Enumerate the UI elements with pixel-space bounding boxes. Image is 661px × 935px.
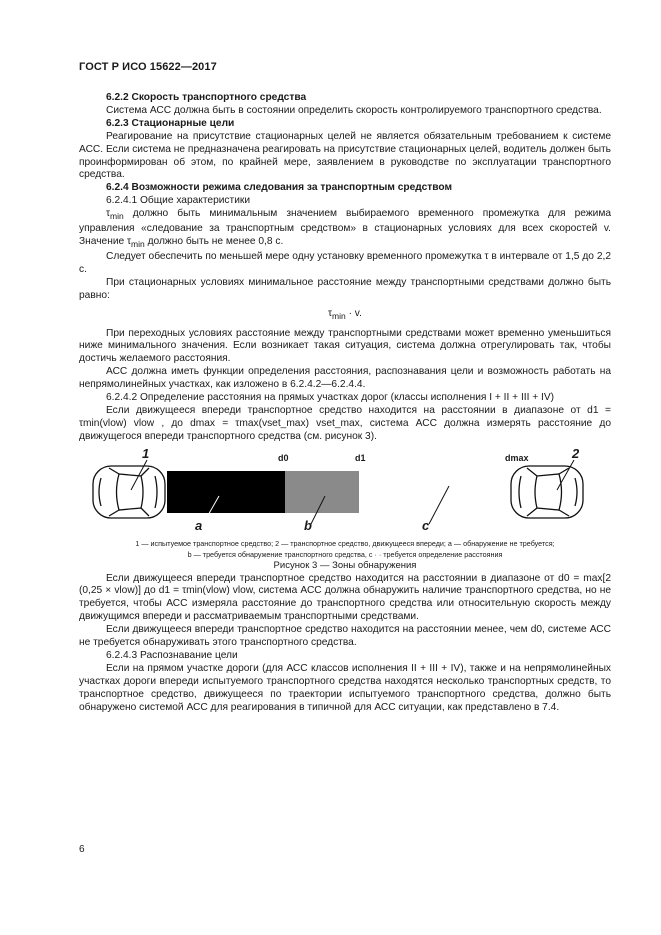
paragraph: Если движущееся впереди транспортное средство находится на расстоянии в диапазоне от d0 = max[2 (0,25 × vlow)] до d1 = τmin(vlow) vlow, система АСС должна обнаружить наличие транспортного средства, но не требуется, чтобы АСС измеряла расстояние до транспортного средства или относительную скорость между движущимся впереди и рассматриваемым транспортными средствами.	[79, 572, 611, 623]
subsection-heading: 6.2.4.2 Определение расстояния на прямых участках дорог (классы исполнения I + II + III + IV)	[106, 392, 555, 404]
paragraph: При стационарных условиях минимальное расстояние между транспортными средствами должно быть равно:	[79, 276, 611, 301]
paragraph: АСС должна иметь функции определения расстояния, распознавания цели и возможность работать на непрямолинейных участках, как изложено в 6.2.4.2—6.2.4.4.	[79, 366, 611, 391]
leader-line-c	[429, 486, 449, 524]
subscript-min: min	[110, 211, 124, 222]
label-dmax: dmax	[505, 452, 529, 463]
tau-symbol: τ	[106, 208, 111, 220]
section-heading-6-2-4: 6.2.4 Возможности режима следования за транспортным средством	[106, 182, 453, 194]
lead-vehicle-icon	[511, 466, 583, 518]
detection-zones-diagram	[79, 456, 611, 538]
paragraph-text: должно быть не менее 0,8 с.	[144, 236, 284, 247]
zone-b	[285, 471, 359, 513]
label-d0: d0	[278, 452, 289, 463]
paragraph: Система АСС должна быть в состоянии определить скорость контролируемого транспортного средства.	[106, 104, 602, 116]
subsection-heading: 6.2.4.3 Распознавание цели	[106, 650, 238, 661]
figure-detection-zones	[79, 445, 611, 538]
label-d1: d1	[355, 452, 366, 463]
document-header: ГОСТ Р ИСО 15622—2017	[79, 61, 217, 73]
section-heading-6-2-2: 6.2.2 Скорость транспортного средства	[106, 92, 307, 103]
label-2: 2	[572, 445, 580, 461]
label-1: 1	[142, 445, 150, 461]
legend-line-1: 1 — испытуемое транспортное средство; 2 — транспортное средство, движущееся впереди; a — обнаружение не требуется;	[135, 538, 555, 548]
paragraph: При переходных условиях расстояние между транспортными средствами может временно уменьшиться ниже минимального значения. Если возникает такая ситуация, система должна отрегулировать так, чтобы достичь желаемого расстояния.	[79, 327, 611, 365]
paragraph: Реагирование на присутствие стационарных целей не является обязательным требованием к системе АСС. Если система не предназначена реагировать на присутствие стационарных целей, водитель должен быть проинформирован об этом, по крайней мере, заявлением в руководстве по эксплуатации транспортного средства.	[79, 130, 611, 181]
subscript-min: min	[332, 310, 346, 321]
paragraph: Следует обеспечить по меньшей мере одну установку временного промежутка τ в интервале от 1,5 до 2,2 с.	[79, 250, 611, 275]
subsection-heading: 6.2.4.1 Общие характеристики	[106, 195, 251, 207]
label-c: c	[422, 517, 430, 533]
test-vehicle-icon	[93, 466, 165, 518]
section-heading-6-2-3: 6.2.3 Стационарные цели	[106, 117, 235, 129]
tau-symbol: τ	[328, 307, 333, 319]
label-b: b	[304, 517, 312, 533]
page-content	[79, 92, 611, 715]
paragraph: Если движущееся впереди транспортное средство находится на расстоянии менее, чем d0, системе АСС не требуется обнаруживать этого транспортного средства.	[79, 624, 611, 649]
page-number: 6	[79, 844, 85, 855]
paragraph-tau-min	[79, 208, 611, 251]
legend-line-2: b — требуется обнаружение транспортного средства, c · · требуется определение расстояния	[187, 549, 503, 559]
label-a: a	[195, 517, 203, 533]
subscript-min: min	[131, 239, 145, 250]
figure-caption: Рисунок 3 — Зоны обнаружения	[273, 559, 417, 571]
figure-legend	[79, 538, 611, 560]
formula-text: · v.	[345, 307, 362, 319]
zone-a	[167, 471, 285, 513]
paragraph: Если движущееся впереди транспортное средство находится на расстоянии в диапазоне от d1 = τmin(vlow) vlow , до dmax = τmax(vset_max) vset_max, система АСС должна измерять расстояние до движущегося впереди транспортного средства (см. рисунок 3).	[79, 404, 611, 442]
formula	[79, 308, 611, 323]
paragraph-text: должно быть минимальным значением выбираемого временного промежутка для режима управления «следование за транспортным средством» в стационарных условиях для всех скоростей v. Значение τ	[79, 208, 611, 247]
paragraph: Если на прямом участке дороги (для АСС классов исполнения II + III + IV), также и на непрямолинейных участках дороги впереди испытуемого транспортного средства находятся несколько транспортных средств, то транспортное средство, движущееся по траектории испытуемого транспортного средства, должно быть обнаружено системой АСС для реагирования в типичной для АСС ситуации, как представлено в 7.4.	[79, 662, 611, 713]
